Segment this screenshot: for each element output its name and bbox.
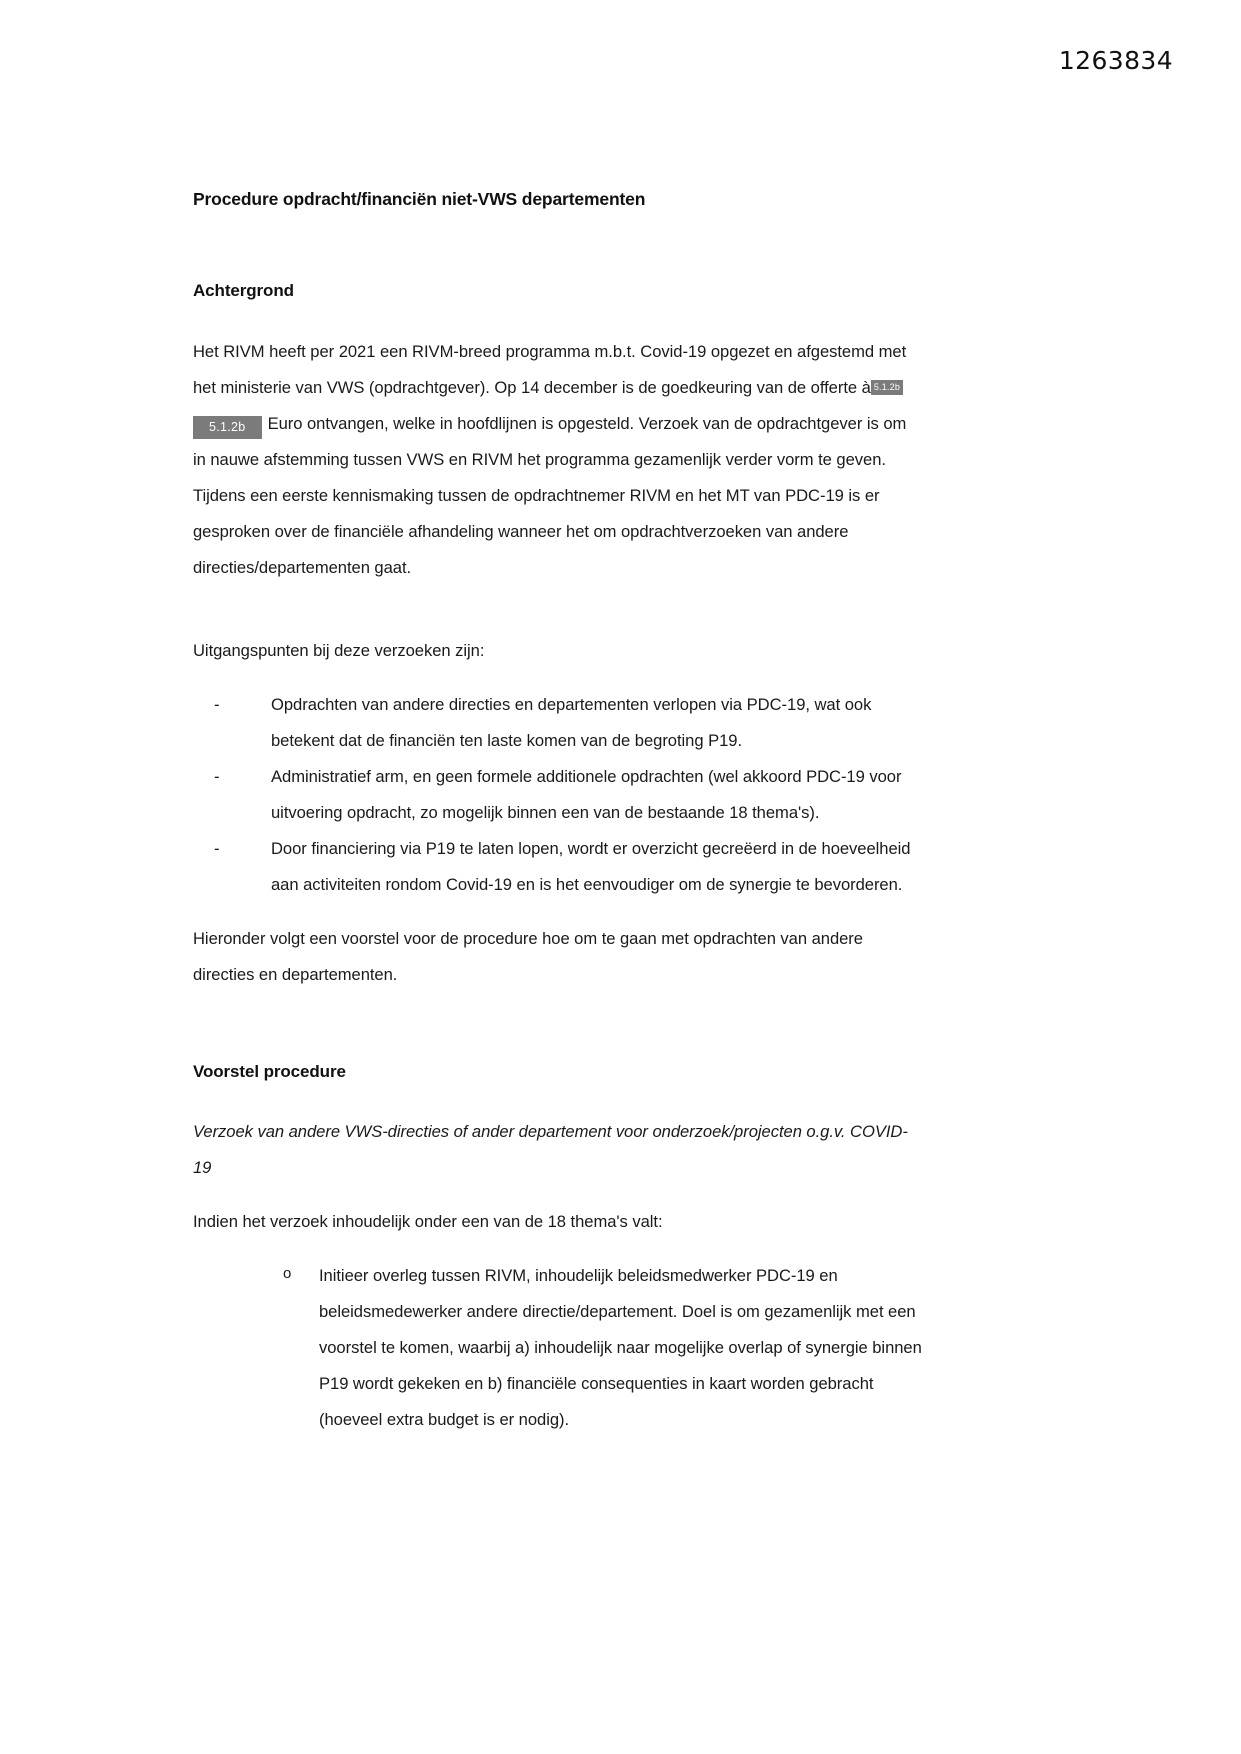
list-item-label: Door financiering via P19 te laten lopen, wordt er overzicht gecreëerd in de hoeveelheid aan activiteiten rondom Covid-19 en is het eenvoudiger om de synergie te bevorderen.: [271, 838, 911, 894]
redaction-mark-block: 5.1.2b: [193, 416, 262, 440]
page-title: Procedure opdracht/financiën niet-VWS departementen: [193, 189, 646, 209]
list-item: [214, 687, 923, 759]
spacer: [193, 586, 923, 633]
spacer: [193, 1186, 923, 1204]
spacer: [193, 304, 923, 334]
paragraph-hieronder-volgt: Hieronder volgt een voorstel voor de procedure hoe om te gaan met opdrachten van andere directies en departementen.: [193, 928, 863, 984]
paragraph-achtergrond-part2: Euro ontvangen, welke in hoofdlijnen is opgesteld. Verzoek van de opdrachtgever is om in nauwe afstemming tussen VWS en RIVM het programma gezamenlijk verder vorm te geven. Tijdens een eerste kennismaking tussen de opdrachtnemer RIVM en het MT van PDC-19 is er gesproken over de financiële afhandeling wanneer het om opdrachtverzoeken van andere directies/departementen gaat.: [193, 413, 907, 577]
list-intro-uitgangspunten: Uitgangspunten bij deze verzoeken zijn:: [193, 640, 485, 660]
subheading-verzoek: Verzoek van andere VWS-directies of ander departement voor onderzoek/projecten o.g.v. COVID-19: [193, 1122, 908, 1178]
circle-bullet-icon: o: [283, 1265, 292, 1283]
spacer: [193, 993, 923, 1059]
section-heading-achtergrond: Achtergrond: [193, 281, 294, 301]
spacer: [193, 1240, 923, 1258]
document-content: [193, 186, 923, 1438]
dash-bullet-icon: -: [214, 694, 220, 714]
paragraph-achtergrond: [193, 334, 923, 586]
list-item-label: Administratief arm, en geen formele additionele opdrachten (wel akkoord PDC-19 voor uitvoering opdracht, zo mogelijk binnen een van de bestaande 18 thema's).: [271, 766, 902, 822]
paragraph-indien-verzoek: Indien het verzoek inhoudelijk onder een van de 18 thema's valt:: [193, 1212, 663, 1232]
spacer: [193, 669, 923, 687]
redaction-mark-inline: 5.1.2b: [871, 380, 903, 395]
spacer: [193, 903, 923, 921]
spacer: [193, 212, 923, 278]
list-item-label: Initieer overleg tussen RIVM, inhoudelijk beleidsmedwerker PDC-19 en beleidsmedewerker andere directie/departement. Doel is om gezamenlijk met een voorstel te komen, waarbij a) inhoudelijk naar mogelijke overlap of synergie binnen P19 wordt gekeken en b) financiële consequenties in kaart worden gebracht (hoeveel extra budget is er nodig).: [319, 1266, 922, 1430]
list-item: [214, 831, 923, 903]
dash-bullet-icon: -: [214, 766, 220, 786]
dash-bullet-icon: -: [214, 838, 220, 858]
list-item: [283, 1258, 923, 1438]
uitgangspunten-list: [193, 687, 923, 903]
list-item: [214, 759, 923, 831]
section-heading-voorstel-procedure: Voorstel procedure: [193, 1061, 346, 1081]
spacer: [193, 1084, 923, 1114]
paragraph-achtergrond-part1: Het RIVM heeft per 2021 een RIVM-breed programma m.b.t. Covid-19 opgezet en afgestemd met het ministerie van VWS (opdrachtgever). Op 14 december is de goedkeuring van de offerte à: [193, 341, 907, 397]
document-id: 1263834: [1058, 46, 1173, 75]
list-item-label: Opdrachten van andere directies en departementen verlopen via PDC-19, wat ook betekent dat de financiën ten laste komen van de begroting P19.: [271, 694, 872, 750]
voorstel-procedure-list: [193, 1258, 923, 1438]
